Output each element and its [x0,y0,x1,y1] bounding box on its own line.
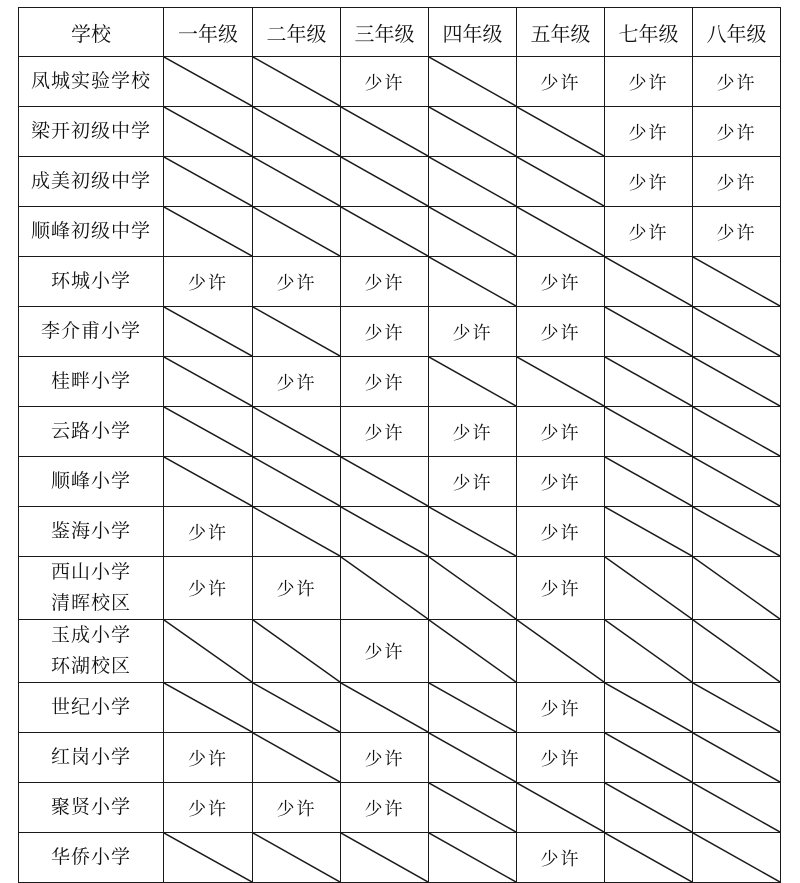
value-text: 少许 [716,172,757,194]
table-row [19,57,781,107]
header-grade: 七年级 [605,8,693,57]
empty-cell-diagonal [164,833,253,883]
value-text: 少许 [364,798,405,820]
diagonal-strike [693,733,780,782]
value-text: 少许 [364,72,405,94]
school-name-cell [19,620,164,683]
value-cell [341,57,429,107]
school-name-cell [19,457,164,507]
empty-cell-diagonal [164,157,253,207]
empty-cell-diagonal [517,357,605,407]
diagonal-strike [693,620,780,682]
diagonal-strike [693,357,780,406]
school-name-cell [19,683,164,733]
table-row [19,683,781,733]
value-text: 少许 [540,472,581,494]
empty-cell-diagonal [693,733,781,783]
school-name-line: 李介甫小学 [40,320,141,342]
value-text: 少许 [364,272,405,294]
diagonal-strike [429,557,516,619]
school-name-line: 西山小学 [50,561,131,583]
empty-cell-diagonal [605,783,693,833]
empty-cell-diagonal [693,507,781,557]
value-cell [517,57,605,107]
value-text: 少许 [276,372,317,394]
value-cell [693,57,781,107]
table-row [19,157,781,207]
empty-cell-diagonal [517,107,605,157]
empty-cell-diagonal [605,683,693,733]
diagonal-strike [605,683,692,732]
diagonal-strike [429,783,516,832]
empty-cell-diagonal [253,57,341,107]
school-name-cell [19,357,164,407]
diagonal-strike [693,307,780,356]
empty-cell-diagonal [517,620,605,683]
diagonal-strike [253,683,340,732]
empty-cell-diagonal [693,457,781,507]
value-text: 少许 [716,222,757,244]
diagonal-strike [429,157,516,206]
empty-cell-diagonal [341,507,429,557]
value-cell [341,307,429,357]
diagonal-strike [517,207,604,256]
value-text: 少许 [540,698,581,720]
value-text: 少许 [716,72,757,94]
school-name-cell [19,207,164,257]
diagonal-strike [605,783,692,832]
value-cell [341,783,429,833]
value-cell [164,783,253,833]
school-name-cell [19,157,164,207]
diagonal-strike [429,257,516,306]
empty-cell-diagonal [253,407,341,457]
empty-cell-diagonal [693,307,781,357]
school-name-cell [19,107,164,157]
value-text: 少许 [540,272,581,294]
value-text: 少许 [188,579,228,600]
value-cell [693,107,781,157]
school-name-line: 云路小学 [50,420,131,442]
value-cell [164,733,253,783]
diagonal-strike [605,733,692,782]
value-cell [517,683,605,733]
table-row [19,783,781,833]
school-name-cell [19,257,164,307]
empty-cell-diagonal [253,307,341,357]
empty-cell-diagonal [693,557,781,620]
empty-cell-diagonal [164,683,253,733]
school-name-line: 清晖校区 [50,592,131,614]
diagonal-strike [429,357,516,406]
diagonal-strike [693,507,780,556]
school-name-line: 华侨小学 [50,846,131,868]
diagonal-strike [605,833,692,882]
school-name-cell [19,57,164,107]
diagonal-strike [164,157,252,206]
empty-cell-diagonal [605,620,693,683]
diagonal-strike [341,207,428,256]
empty-cell-diagonal [429,833,517,883]
value-text: 少许 [188,522,228,544]
empty-cell-diagonal [693,833,781,883]
value-cell [517,507,605,557]
value-text: 少许 [540,848,581,870]
empty-cell-diagonal [429,733,517,783]
value-text: 少许 [276,272,317,294]
empty-cell-diagonal [429,557,517,620]
empty-cell-diagonal [164,357,253,407]
value-cell [693,207,781,257]
value-text: 少许 [628,72,669,94]
value-text: 少许 [188,798,228,820]
diagonal-strike [253,307,340,356]
table-row [19,557,781,620]
diagonal-strike [164,457,252,506]
empty-cell-diagonal [429,157,517,207]
value-text: 少许 [628,222,669,244]
diagonal-strike [341,683,428,732]
empty-cell-diagonal [693,683,781,733]
empty-cell-diagonal [164,57,253,107]
header-grade: 三年级 [341,8,429,57]
diagonal-strike [605,507,692,556]
value-cell [517,307,605,357]
value-cell [253,357,341,407]
empty-cell-diagonal [517,783,605,833]
empty-cell-diagonal [253,683,341,733]
diagonal-strike [164,683,252,732]
table-row [19,207,781,257]
value-text: 少许 [452,322,493,344]
diagonal-strike [693,257,780,306]
value-text: 少许 [540,522,581,544]
empty-cell-diagonal [605,457,693,507]
value-cell [517,557,605,620]
value-cell [253,783,341,833]
diagonal-strike [341,833,428,882]
diagonal-strike [693,783,780,832]
value-cell [429,407,517,457]
school-name-line: 环城小学 [50,270,131,292]
table-row [19,457,781,507]
value-text: 少许 [364,372,405,394]
value-cell [429,307,517,357]
diagonal-strike [164,357,252,406]
empty-cell-diagonal [693,620,781,683]
empty-cell-diagonal [253,733,341,783]
diagonal-strike [429,507,516,556]
school-name-line: 顺峰初级中学 [30,220,151,242]
school-name-cell [19,833,164,883]
table-row [19,733,781,783]
diagonal-strike [517,357,604,406]
diagonal-strike [253,620,340,682]
diagonal-strike [164,207,252,256]
value-cell [605,157,693,207]
school-grade-table [18,7,781,883]
value-cell [253,257,341,307]
empty-cell-diagonal [429,107,517,157]
value-text: 少许 [452,422,493,444]
diagonal-strike [605,357,692,406]
header-grade: 四年级 [429,8,517,57]
empty-cell-diagonal [253,620,341,683]
empty-cell-diagonal [429,620,517,683]
diagonal-strike [693,833,780,882]
school-name-line: 红岗小学 [50,746,131,768]
value-cell [605,57,693,107]
table-row [19,107,781,157]
value-cell [693,157,781,207]
value-cell [517,733,605,783]
diagonal-strike [341,457,428,506]
school-name-cell [19,733,164,783]
empty-cell-diagonal [605,407,693,457]
diagonal-strike [253,407,340,456]
empty-cell-diagonal [693,407,781,457]
empty-cell-diagonal [253,507,341,557]
diagonal-strike [164,620,252,682]
diagonal-strike [605,557,692,619]
empty-cell-diagonal [341,107,429,157]
diagonal-strike [429,620,516,682]
diagonal-strike [164,57,252,106]
empty-cell-diagonal [429,207,517,257]
school-name-cell [19,783,164,833]
diagonal-strike [253,157,340,206]
diagonal-strike [693,407,780,456]
value-cell [164,507,253,557]
school-name-cell [19,407,164,457]
empty-cell-diagonal [605,833,693,883]
empty-cell-diagonal [605,257,693,307]
empty-cell-diagonal [253,833,341,883]
school-name-line: 鉴海小学 [50,520,131,542]
school-name-line: 桂畔小学 [50,370,131,392]
diagonal-strike [605,620,692,682]
table-row [19,833,781,883]
school-name-line: 顺峰小学 [50,470,131,492]
diagonal-strike [253,207,340,256]
table-row [19,307,781,357]
header-school: 学校 [19,8,164,57]
empty-cell-diagonal [341,157,429,207]
value-text: 少许 [716,122,757,144]
empty-cell-diagonal [341,457,429,507]
value-cell [605,107,693,157]
table-row [19,257,781,307]
empty-cell-diagonal [341,683,429,733]
empty-cell-diagonal [517,207,605,257]
header-row [19,8,781,57]
diagonal-strike [253,457,340,506]
diagonal-strike [429,207,516,256]
empty-cell-diagonal [605,357,693,407]
value-cell [429,457,517,507]
school-name-line: 聚贤小学 [50,796,131,818]
diagonal-strike [253,733,340,782]
empty-cell-diagonal [164,407,253,457]
value-text: 少许 [628,172,669,194]
value-text: 少许 [452,472,493,494]
school-name-cell [19,307,164,357]
value-text: 少许 [540,72,581,94]
value-cell [341,357,429,407]
diagonal-strike [341,507,428,556]
value-text: 少许 [540,748,581,770]
value-cell [253,557,341,620]
diagonal-strike [517,783,604,832]
value-cell [164,257,253,307]
empty-cell-diagonal [341,207,429,257]
header-grade: 一年级 [164,8,253,57]
diagonal-strike [605,307,692,356]
table-row [19,357,781,407]
value-text: 少许 [276,798,317,820]
value-text: 少许 [276,579,317,600]
diagonal-strike [164,107,252,156]
empty-cell-diagonal [164,457,253,507]
empty-cell-diagonal [605,557,693,620]
empty-cell-diagonal [341,557,429,620]
school-name-line: 梁开初级中学 [30,120,151,142]
diagonal-strike [605,257,692,306]
empty-cell-diagonal [164,620,253,683]
value-cell [517,257,605,307]
diagonal-strike [341,557,428,619]
empty-cell-diagonal [429,783,517,833]
empty-cell-diagonal [164,107,253,157]
value-text: 少许 [364,322,405,344]
diagonal-strike [517,157,604,206]
empty-cell-diagonal [429,507,517,557]
value-cell [341,733,429,783]
value-cell [341,620,429,683]
school-name-line: 环湖校区 [50,655,131,677]
value-cell [517,407,605,457]
diagonal-strike [341,157,428,206]
table-row [19,507,781,557]
diagonal-strike [429,833,516,882]
diagonal-strike [253,107,340,156]
header-grade: 五年级 [517,8,605,57]
header-grade: 二年级 [253,8,341,57]
empty-cell-diagonal [517,157,605,207]
diagonal-strike [693,557,780,619]
empty-cell-diagonal [253,457,341,507]
table-row [19,407,781,457]
school-name-line: 成美初级中学 [30,170,151,192]
diagonal-strike [429,733,516,782]
empty-cell-diagonal [341,833,429,883]
diagonal-strike [164,407,252,456]
value-cell [517,457,605,507]
value-text: 少许 [540,422,581,444]
empty-cell-diagonal [253,107,341,157]
school-name-cell [19,507,164,557]
diagonal-strike [693,457,780,506]
diagonal-strike [693,683,780,732]
value-text: 少许 [188,272,228,294]
empty-cell-diagonal [693,783,781,833]
value-text: 少许 [364,642,405,663]
table-row [19,620,781,683]
diagonal-strike [164,307,252,356]
diagonal-strike [253,507,340,556]
empty-cell-diagonal [164,207,253,257]
diagonal-strike [429,683,516,732]
value-cell [341,407,429,457]
empty-cell-diagonal [164,307,253,357]
diagonal-strike [517,620,604,682]
diagonal-strike [253,57,340,106]
school-name-line: 玉成小学 [50,624,131,646]
value-cell [164,557,253,620]
diagonal-strike [517,107,604,156]
school-name-line: 世纪小学 [50,696,131,718]
diagonal-strike [605,457,692,506]
empty-cell-diagonal [253,157,341,207]
school-name-line: 凤城实验学校 [30,70,151,92]
diagonal-strike [253,833,340,882]
empty-cell-diagonal [605,307,693,357]
value-cell [517,833,605,883]
value-text: 少许 [540,579,581,600]
diagonal-strike [341,107,428,156]
empty-cell-diagonal [693,357,781,407]
empty-cell-diagonal [605,733,693,783]
empty-cell-diagonal [253,207,341,257]
diagonal-strike [429,57,516,106]
diagonal-strike [164,833,252,882]
value-text: 少许 [364,748,405,770]
value-text: 少许 [364,422,405,444]
table-body [19,57,781,883]
value-text: 少许 [540,322,581,344]
empty-cell-diagonal [429,357,517,407]
diagonal-strike [605,407,692,456]
value-cell [341,257,429,307]
empty-cell-diagonal [605,507,693,557]
empty-cell-diagonal [429,683,517,733]
diagonal-strike [429,107,516,156]
empty-cell-diagonal [693,257,781,307]
empty-cell-diagonal [429,57,517,107]
empty-cell-diagonal [429,257,517,307]
value-cell [605,207,693,257]
value-text: 少许 [188,748,228,770]
school-name-cell [19,557,164,620]
value-text: 少许 [628,122,669,144]
header-grade: 八年级 [693,8,781,57]
